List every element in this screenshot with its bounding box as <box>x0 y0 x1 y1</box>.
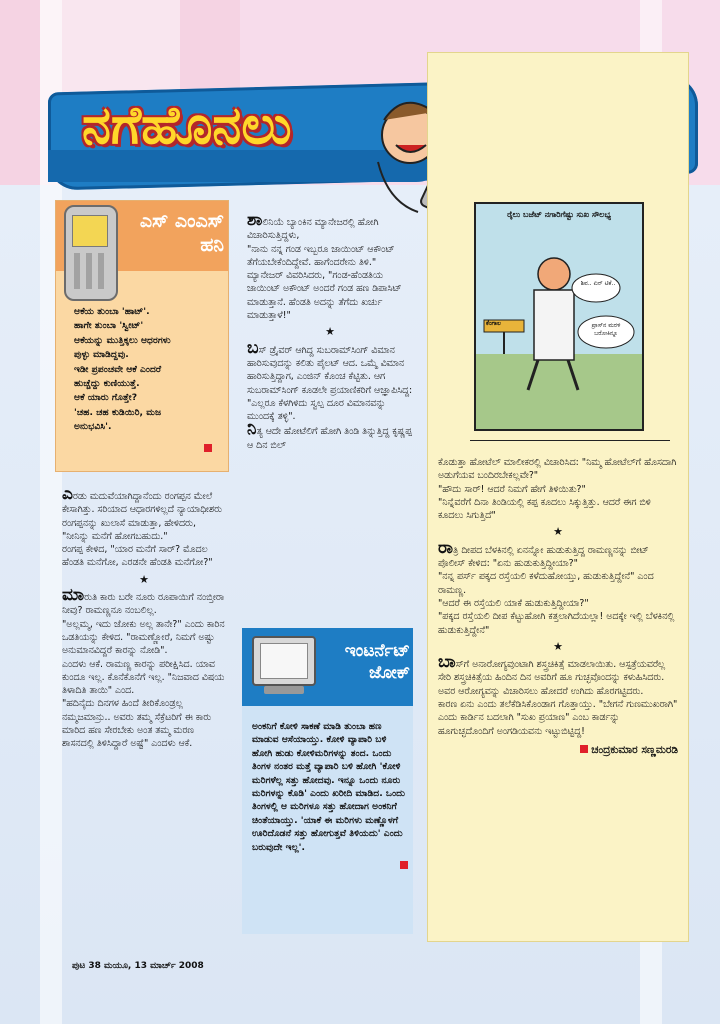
sms-line: ಹಾಗೇ ತುಂಬಾ 'ಸ್ವೀಟ್' <box>74 320 144 332</box>
joke-text: "ಆದರೆ ಈ ರಸ್ತೆಯಲಿ ಯಾಕೆ ಹುಡುಕುತ್ತಿದ್ದೀಯಾ?" <box>438 597 589 609</box>
joke-paragraph <box>438 652 678 698</box>
internet-joke-text <box>252 720 408 873</box>
internet-joke-title <box>312 640 410 684</box>
end-marker-icon <box>400 861 408 869</box>
sms-joke-box <box>55 200 229 472</box>
internet-joke-title-line1: ಇಂಟರ್ನೆಟ್ <box>344 641 410 661</box>
sms-line: ಆಕೆಯ ತುಂಬಾ 'ಹಾಟ್'. <box>74 306 150 317</box>
joke-paragraph <box>247 419 413 452</box>
internet-joke-header <box>242 628 413 706</box>
sms-joke-text <box>74 305 224 457</box>
joke-text: "ನೀನಿನ್ನು ಮನೆಗೆ ಹೋಗಬಹುದು." <box>62 530 168 542</box>
author-signature <box>438 744 678 757</box>
right-column-jokes <box>438 456 678 757</box>
drop-cap: ಬಾ <box>438 652 456 673</box>
joke-paragraph <box>438 537 678 571</box>
left-column-jokes <box>62 484 226 751</box>
monitor-stand-icon <box>264 686 304 694</box>
joke-text: ಸ್‌ಗೆ ಅನಾರೋಗ್ಯವುಂಟಾಗಿ ಶಸ್ತ್ರಚಿಕಿತ್ಸೆ ಮಾಡಲಾಯಿತು. ಆಸ್ಪತ್ರೆಯವರೆಲ್ಲ ಸೇರಿ ಶಸ್ತ್ರಚಿಕಿತ್ಸೆಯ ಹಿಂದಿನ ದಿನ ಅವರಿಗೆ ಹೂ ಗುಚ್ಛವೊಂದನ್ನು ಕಳುಹಿಸಿದರು. ಅವರ ಆರೋಗ್ಯವನ್ನು ವಿಚಾರಿಸಲು ಹೋದರೆ ಉಗಿದು ಹೊರಗಟ್ಟಿದರು. <box>438 659 666 697</box>
sms-line: ಅನುಭವಿಸಿ'. <box>74 421 112 433</box>
page-title: ನಗೆಹೊನಲು <box>82 95 292 156</box>
drop-cap: ಶಾ <box>247 210 263 230</box>
star-separator-icon: ★ <box>325 325 335 339</box>
sms-line: ಆಕೆ ಯಾರು ಗೊತ್ತೇ? <box>74 392 138 404</box>
end-marker-icon <box>580 745 588 753</box>
joke-paragraph <box>247 337 413 424</box>
joke-paragraph <box>62 585 226 618</box>
sms-line: 'ಚಹ. ಚಹ ಕುಡಿಯಿರಿ, ಮಜ <box>74 406 162 418</box>
joke-text: ರುತಿ ಕಾರು ಬರೇ ನೂರು ರೂಪಾಯಿಗೆ ನಂಬ್ತೀರಾ ನೀವು? ರಾಮಣ್ಣನೂ ನಂಬಲಿಲ್ಲ. <box>62 592 225 617</box>
joke-text: "ಹೌದು ಸಾರ್! ಆದರೆ ನಿಮಗೆ ಹೇಗೆ ತಿಳಿಯಿತು?" <box>438 483 586 495</box>
star-separator-icon: ★ <box>139 572 149 586</box>
cartoon-signboard: ಕೆಂಗಾಲ <box>486 320 501 327</box>
star-separator-icon: ★ <box>553 525 563 539</box>
joke-text: ಮ್ಯಾನೇಜರ್ ವಿವರಿಸಿದರು, "ಗಂಡ-ಹೆಂಡತಿಯ ಜಾಯಿಂಟ್ ಅಕೌಂಟ್ ಅಂದರೆ ಗಂಡ ಹಣ ಡಿಪಾಸಿಟ್ ಮಾಡುತ್ತಾನೆ. ಹೆಂಡತಿ ಅದನ್ನು ತೆಗೆದು ಖರ್ಚು ಮಾಡುತ್ತಾಳೆ!" <box>247 270 402 322</box>
joke-text: ತ್ಯ ಆದೇ ಹೋಟೆಲಿಗೆ ಹೋಗಿ ತಿಂಡಿ ತಿನ್ನುತ್ತಿದ್ದ ಕೃಷ್ಣಪ್ಪ ಆ ದಿನ ಬಿಲ್ <box>247 426 412 451</box>
computer-monitor-icon <box>252 636 316 686</box>
joke-text: "ನಾನು ನನ್ನ ಗಂಡ ಇಬ್ಬರೂ ಜಾಯಿಂಟ್ ಆಕೌಂಟ್ ತೆಗೆಯಬೇಕೆಂದಿದ್ದೇವೆ. ಹಾಗೆಂದರೇನು ತಿಳಿ." <box>247 243 395 268</box>
divider-line <box>470 440 670 441</box>
cartoon-speech-bubble: ಪ್ರಾಸ್‌ನ ಮರಳಿ ಬರೋಕಿನ್ನೂ <box>591 322 621 337</box>
joke-text: "ಪಕ್ಕದ ರಸ್ತೆಯಲಿ ದೀಪ ಕೆಟ್ಟುಹೋಗಿ ಕತ್ತಲಾಗಿದೆಯಲ್ಲಾ! ಅದಕ್ಕೇ ಇಲ್ಲಿ ಬೆಳಕಿನಲ್ಲಿ ಹುಡುಕುತ್ತಿದ್ದೇನೆ" <box>438 611 675 636</box>
sms-title-line1: ಎಸ್ ಎಂಎಸ್ <box>139 210 224 232</box>
sms-line: ಇಡೀ ಪ್ರಪಂಚವೇ ಆಕೆ ಎಂದರೆ <box>74 363 162 375</box>
drop-cap: ಮಾ <box>62 585 85 606</box>
cartoon-illustration <box>476 204 642 429</box>
railway-budget-cartoon <box>474 202 644 431</box>
drop-cap: ನಿ <box>247 419 257 440</box>
joke-text: "ನನ್ನ ಪರ್ಸ್ ಪಕ್ಕದ ರಸ್ತೆಯಲಿ ಕಳೆದುಹೋಯ್ತು, ಹುಡುಕುತ್ತಿದ್ದೇನೆ" ಎಂದ ರಾಮಣ್ಣ. <box>438 571 654 596</box>
sms-box-title <box>124 209 224 257</box>
star-separator-icon: ★ <box>553 639 563 653</box>
joke-text: ಲಿನಿಯೆ ಬ್ಯಾಂಕಿನ ಮ್ಯಾನೇಜರಲ್ಲಿ ಹೋಗಿ ವಿಚಾರಿಸುತ್ತಿದ್ದಳು, <box>247 217 379 242</box>
joke-paragraph <box>247 210 413 243</box>
internet-joke-title-line2: ಜೋಕ್ <box>368 663 410 683</box>
drop-cap: ಎ <box>62 484 73 504</box>
cartoon-speech-bubble: ಶಿವ.. ಏನ್ ಟಿಕೆ.. <box>580 280 616 287</box>
drop-cap: ಬ <box>247 337 259 358</box>
cartoon-caption: ರೈಲು ಬಜೆಟ್ ನಗಾರಿಗೆಷ್ಟು ಸುಖ ಸೌಲಭ್ಯ <box>507 210 611 219</box>
joke-text: ಅಂಕನಿಗೆ ಕೋಳಿ ಸಾಕಣೆ ಮಾಡಿ ತುಂಬಾ ಹಣ ಮಾಡುವ ಆಸೆಯಾಯ್ತು. ಕೋಳಿ ವ್ಯಾಪಾರಿ ಬಳಿ ಹೋಗಿ ಹುಡು ಕೋಳಿಮರಿಗಳನ್ನು ತಂದ. ಒಂದು ತಿಂಗಳ ನಂತರ ಮತ್ತೆ ವ್ಯಾಪಾರಿ ಬಳಿ ಹೋಗಿ 'ಕೋಳಿ ಮರಿಗಳೆಲ್ಲ ಸತ್ತು ಹೋದವು. ಇನ್ನೂ ಒಂದು ನೂರು ಮರಿಗಳನ್ನು ಕೊಡಿ' ಎಂದು ಖರೀದಿ ಮಾಡಿದ. ಒಂದು ತಿಂಗಳಲ್ಲಿ ಆ ಮರಿಗಳೂ ಸತ್ತು ಹೋದಾಗ ಅಂಕನಿಗೆ ಚಿಂತೆಯಾಯ್ತು. 'ಯಾಕೆ ಈ ಮರಿಗಳು ಮಣ್ಣೊಳಗೆ ಊರಿದೊಡನೆ ಸತ್ತು ಹೋಗುತ್ತವೆ ತಿಳಿಯದು' ಎಂದು ಬರುವುದೇ ಇಲ್ಲ'. <box>252 721 406 853</box>
sms-line: ಹುಚ್ಚೆದ್ದು ಕುಣಿಯುತ್ತೆ. <box>74 378 140 390</box>
joke-text: ತ್ರಿ ದೀಪದ ಬೆಳಕಿನಲ್ಲಿ ಏನನ್ನೋ ಹುಡುಕುತ್ತಿದ್ದ ರಾಮಣ್ಣನನ್ನು ಬೀಟ್ ಪೊಲೀಸ್ ಕೇಳಿದ: "ಏನು ಹುಡುಕುತ್ತಿದ್ದೀಯಾ?" <box>438 544 649 570</box>
joke-text: ಎಂದಳು ಆಕೆ. ರಾಮಣ್ಣ ಕಾರನ್ನು ಪರೀಕ್ಷಿಸಿದ. ಯಾವ ಕುಂದೂ ಇಲ್ಲ. ಕೊನೆಕೊನೆಗೆ ಇಲ್ಲ. "ನಿಜವಾದ ವಿಷಯ ತಿಳಾದಿತಿ ತಾಯಿ" ಎಂದ. <box>62 658 225 697</box>
joke-text: ಕಾರಣ ಏನು ಎಂದು ತಲೆಕೆಡಿಸಿಕೊಂಡಾಗ ಗೊತ್ತಾಯ್ತು. "ಬೇಗನೆ ಗುಣಮುಖರಾಗಿ" ಎಂದು ಕಾರ್ಡಿನ ಬದಲಾಗಿ "ಸುಖ ಪ್ರಯಾಣ" ಎಂಬ ಕಾರ್ಡನ್ನು ಹೂಗುಚ್ಛದೊಂದಿಗೆ ಅಂಗಡಿಯವನು ಇಟ್ಟುಬಿಟ್ಟಿದ್ದ! <box>438 699 678 737</box>
joke-text: ಸ್ ಡ್ರೈವರ್ ಆಗಿದ್ದ ಸುಬರಾಮ್‌ಸಿಂಗ್ ವಿಮಾನ ಹಾರಿಸುವುದನ್ನು ಕಲಿತು ಪೈಲಟ್ ಆದ. ಒಮ್ಮೆ ವಿಮಾನ ಹಾರಿಸುತ್ತಿದ್ದಾಗ, ಎಂಜಿನ್ ಕೊಂಚ ಕೆಟ್ಟಿತು. ಆಗ ಸುಬರಾಮ್‌ಸಿಂಗ್ ಕೂಡಲೇ ಪ್ರಯಾಣಿಕರಿಗೆ ಆಜ್ಞಾಪಿಸಿದ್ದ: "ಎಲ್ಲರೂ ಕೆಳಗಿಳಿದು ಸ್ವಲ್ಪ ದೂರ ವಿಮಾನವನ್ನು ಮುಂದಕ್ಕೆ ತಳ್ಳಿ". <box>247 344 413 423</box>
joke-paragraph <box>62 484 226 530</box>
middle-column-jokes <box>247 210 413 452</box>
joke-text: ಕೊಡುತ್ತಾ ಹೋಟೆಲ್ ಮಾಲೀಕರಲ್ಲಿ ವಿಚಾರಿಸಿದ: "ನಿಮ್ಮ ಹೋಟೆಲ್‌ಗೆ ಹೊಸದಾಗಿ ಅಡುಗೆಯವ ಬಂದಿರಬೇಕಲ್ಲವೇ?" <box>438 457 677 482</box>
mobile-phone-icon <box>64 205 118 301</box>
author-name: ಚಂದ್ರಕುಮಾರ ಸಣ್ಣಮರಡಿ <box>591 743 678 756</box>
sms-line: ಪುಳ್ಳು ಮಾಡಿದ್ದವು. <box>74 349 129 361</box>
joke-text: ರಡು ಮದುವೆಯಾಗಿದ್ದಾನೆಂದು ರಂಗಪ್ಪನ ಮೇಲೆ ಕೇಸಾಗಿತ್ತು. ಸರಿಯಾದ ಆಧಾರಗಳಿಲ್ಲದೆ ನ್ಯಾಯಾಧೀಶರು ರಂಗಪ್ಪನನ್ನು ಖುಲಾಸೆ ಮಾಡುತ್ತಾ, ಹೇಳಿದರು, <box>62 491 223 529</box>
joke-text: ರಂಗಪ್ಪ ಕೇಳಿದ, "ಯಾರ ಮನೆಗೆ ಸಾರ್? ಮೊದಲ ಹೆಂಡತಿ ಮನೆಗೋ, ಎರಡನೇ ಹೆಂಡತಿ ಮನೆಗೋ?" <box>62 544 213 569</box>
joke-text: "ನಿನ್ನೆವರೆಗೆ ದಿನಾ ತಿಂಡಿಯಲ್ಲಿ ಕಪ್ಪ ಕೂದಲು ಸಿಕ್ಕುತ್ತಿತ್ತು. ಆದರೆ ಈಗ ಬಿಳಿ ಕೂದಲು ಸಿಗುತ್ತಿದೆ" <box>438 496 651 522</box>
internet-joke-box <box>242 628 413 934</box>
joke-text: "ಹದಿನೈದು ದಿನಗಳ ಹಿಂದೆ ತೀರಿಕೊಂಡ್ರಲ್ಲ ನಮ್ಮಜಮಾನ್ರು.. ಅವರು ತಮ್ಮ ಸೆಕ್ರೆಟರಿಗೆ ಈ ಕಾರು ಮಾರಿದ ಹಣ ಸೇರಬೇಕು ಅಂತ ತಮ್ಮ ಮರಣ ಶಾಸನದಲ್ಲಿ ತಿಳಿಸಿದ್ದಾರೆ ಅಷ್ಟೆ" ಎಂದಳು ಆಕೆ. <box>62 698 212 750</box>
page-footer: ಪುಟ 38 ಮಯೂ, 13 ಮಾರ್ಚ್ 2008 <box>72 961 204 971</box>
joke-text: "ಅಲ್ಲಮ್ಮ, ಇದು ಜೋಕು ಅಲ್ಲ ತಾನೇ?" ಎಂದು ಕಾರಿನ ಒಡತಿಯನ್ನು ಕೇಳಿದ. "ರಾಮಣ್ಣೋರೆ, ನಿಮಗೆ ಅಷ್ಟು ಅನುಮಾನವಿದ್ದರೆ ಕಾರನ್ನು ನೋಡಿ". <box>62 618 225 657</box>
sms-line: ಆಕೆಯನ್ನು ಮುತ್ತಿಕ್ಕಲು ಆಧರಗಳು <box>74 334 171 346</box>
sms-title-line2: ಹನಿ <box>200 234 224 256</box>
end-marker-icon <box>204 444 212 452</box>
drop-cap: ರಾ <box>438 537 453 558</box>
